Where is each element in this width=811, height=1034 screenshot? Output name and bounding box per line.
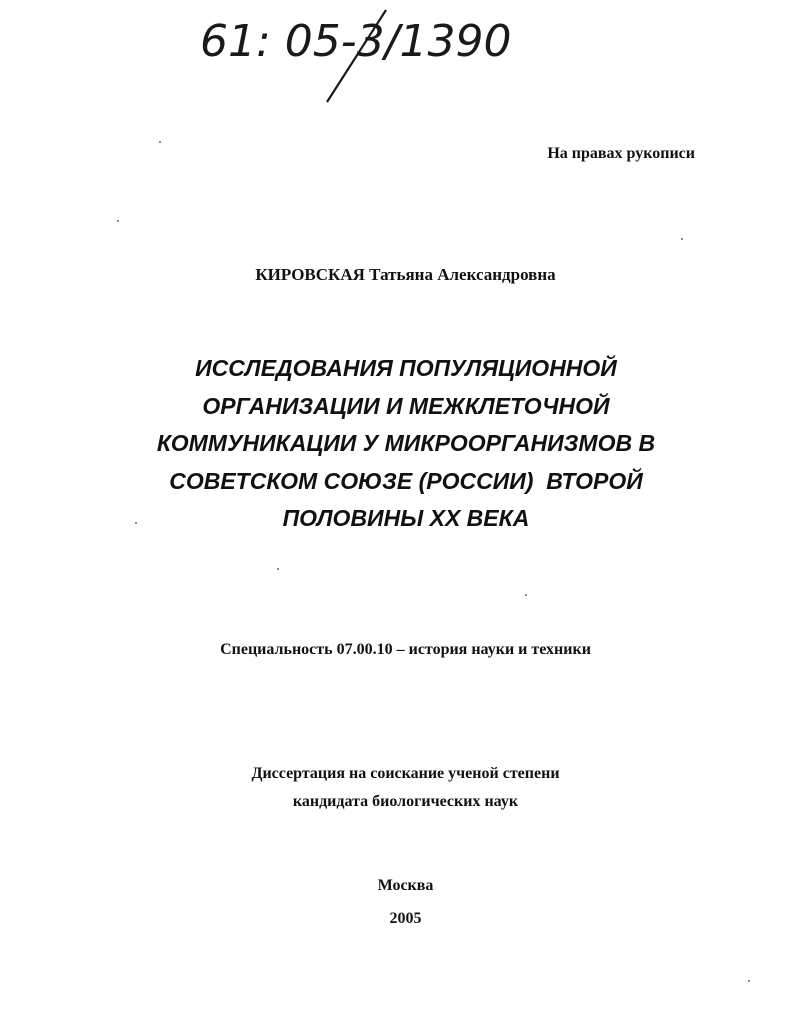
- handwritten-archive-code: [196, 6, 512, 106]
- scan-speck: [117, 220, 119, 222]
- scan-speck: [277, 568, 279, 570]
- author-surname: КИРОВСКАЯ: [255, 265, 365, 284]
- handwritten-code-graphic: [196, 6, 512, 106]
- degree-statement: [0, 760, 811, 816]
- scan-speck: [748, 980, 750, 982]
- author-given-names: Татьяна Александровна: [369, 265, 556, 284]
- dissertation-title: [130, 350, 682, 538]
- specialty-line: Специальность 07.00.10 – история науки и техники: [220, 641, 591, 658]
- scan-speck: [159, 141, 161, 143]
- title-line: СОВЕТСКОМ СОЮЗЕ (РОССИИ) ВТОРОЙ: [169, 467, 643, 494]
- scan-speck: [681, 238, 683, 240]
- handwritten-code-text: 61: 05-3/1390: [200, 16, 512, 67]
- rights-notice: На правах рукописи: [547, 145, 695, 162]
- title-line: ПОЛОВИНЫ XX ВЕКА: [282, 505, 530, 531]
- city: Москва: [377, 877, 434, 894]
- title-line: КОММУНИКАЦИИ У МИКРООРГАНИЗМОВ В: [156, 430, 656, 456]
- degree-line-2: кандидата биологических наук: [292, 793, 519, 810]
- title-line: ИССЛЕДОВАНИЯ ПОПУЛЯЦИОННОЙ: [195, 355, 617, 381]
- scan-speck: [135, 522, 137, 524]
- degree-line-1: Диссертация на соискание ученой степени: [251, 765, 560, 782]
- title-line: ОРГАНИЗАЦИИ И МЕЖКЛЕТОЧНОЙ: [202, 392, 610, 419]
- scan-speck: [525, 594, 527, 596]
- year: 2005: [389, 910, 422, 927]
- author-name: [0, 265, 811, 285]
